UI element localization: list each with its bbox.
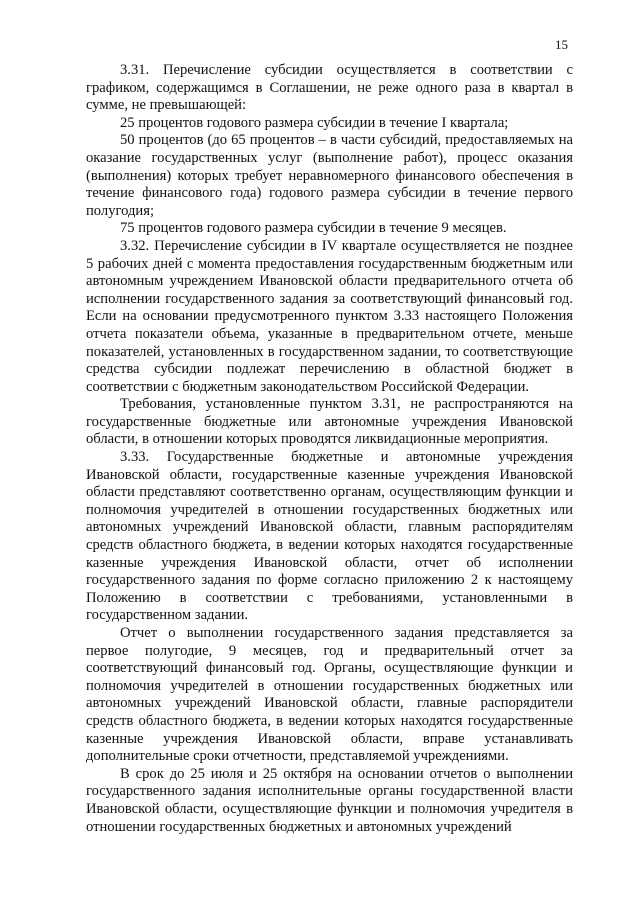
paragraph-3-31: 3.31. Перечисление субсидии осуществляется в соответствии с графиком, содержащимся в Соглашении, не реже одного раза в квартал в сумме, не превышающей:	[86, 62, 573, 114]
document-body	[86, 62, 573, 836]
page-number: 15	[555, 37, 568, 52]
paragraph-3-33: 3.33. Государственные бюджетные и автономные учреждения Ивановской области, государственные казенные учреждения Ивановской области представляют соответственно органам, осуществляющим функции и полномочия учредителей в отношении государственных бюджетных или автономных учреждений Ивановской области, главным распорядителям средств областного бюджета, в ведении которых находятся государственные казенные учреждения Ивановской области, отчет об исполнении государственного задания по форме согласно приложению 2 к настоящему Положению в соответствии с требованиями, установленными в государственном задании.	[86, 449, 573, 624]
paragraph-3-32: 3.32. Перечисление субсидии в IV квартале осуществляется не позднее 5 рабочих дней с момента предоставления государственным бюджетным или автономным учреждением Ивановской области предварительного отчета об исполнении государственного задания за соответствующий финансовый год. Если на основании предусмотренного пунктом 3.33 настоящего Положения отчета показатели объема, указанные в предварительном отчете, меньше показателей, установленных в государственном задании, то соответствующие средства субсидии подлежат перечислению в областной бюджет в соответствии с бюджетным законодательством Российской Федерации.	[86, 237, 573, 395]
paragraph-requirements: Требования, установленные пунктом 3.31, не распространяются на государственные бюджетные или автономные учреждения Ивановской области, в отношении которых проводятся ликвидационные мероприятия.	[86, 396, 573, 448]
paragraph-half-year: 50 процентов (до 65 процентов – в части субсидий, предоставляемых на оказание государственных услуг (выполнение работ), процесс оказания (выполнения) которых требует неравномерного финансового обеспечения в течение финансового года) годового размера субсидии в течение первого полугодия;	[86, 132, 573, 219]
paragraph-9-months: 75 процентов годового размера субсидии в течение 9 месяцев.	[120, 220, 507, 237]
paragraph-q1: 25 процентов годового размера субсидии в течение I квартала;	[120, 114, 509, 131]
paragraph-deadline: В срок до 25 июля и 25 октября на основании отчетов о выполнении государственного задания исполнительные органы государственной власти Ивановской области, осуществляющие функции и полномочия учредителя в отношении государственных бюджетных и автономных учреждений	[86, 765, 573, 835]
paragraph-report: Отчет о выполнении государственного задания представляется за первое полугодие, 9 месяцев, год и предварительный отчет за соответствующий финансовый год. Органы, осуществляющие функции и полномочия учредителей в отношении государственных бюджетных или автономных учреждений Ивановской области, главные распорядители средств областного бюджета, в ведении которых находятся государственные казенные учреждения Ивановской области, вправе устанавливать дополнительные сроки отчетности, представляемой учреждениями.	[86, 625, 573, 765]
